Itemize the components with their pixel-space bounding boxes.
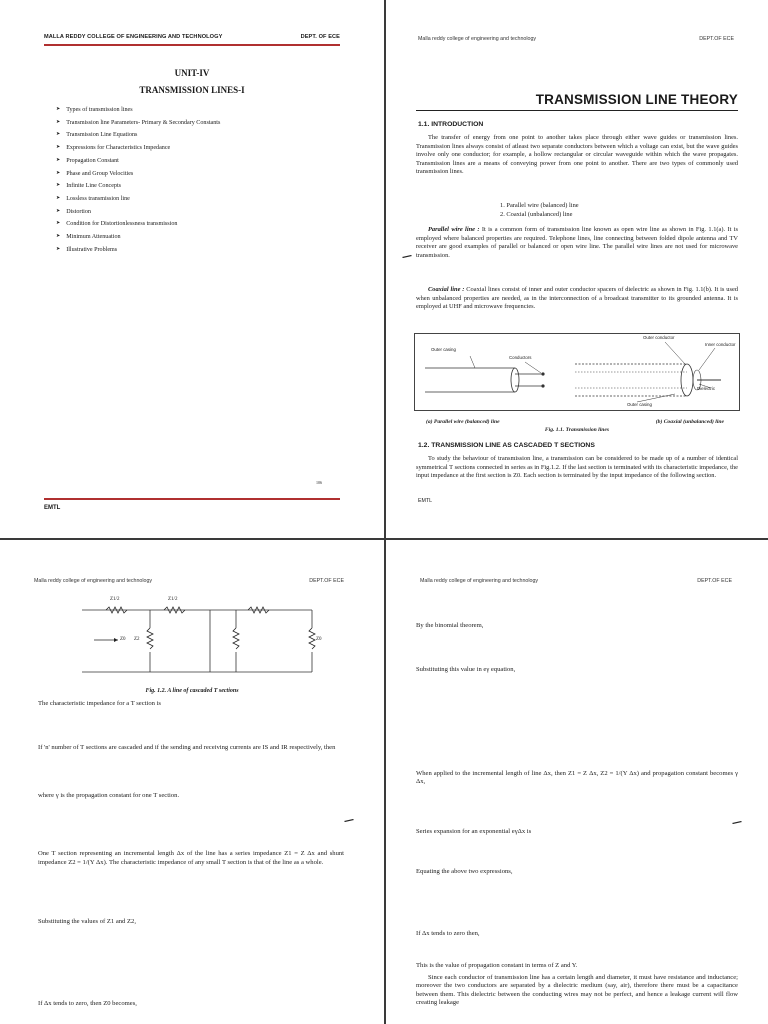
arrow-bullet-icon: ➤ [56,145,61,151]
paragraph-text: By the binomial theorem, [416,622,484,629]
topics-list [56,104,220,256]
arrow-bullet-icon: ➤ [56,234,61,240]
page-header [34,578,344,584]
paragraph-text: Series expansion for an exponential eγΔx is [416,828,532,835]
topic-text: Condition for Distortionlessness transmission [66,221,178,228]
college-name: Malla reddy college of engineering and technology [420,578,539,584]
topic-text: Transmission Line Equations [66,132,138,139]
department-name: DEPT.OF ECE [699,36,734,42]
topic-text: Expressions for Characteristics Impedance [66,145,171,152]
arrow-bullet-icon: ➤ [56,107,61,112]
header-rule [44,44,340,46]
list-item [56,117,220,130]
list-item [56,129,220,142]
paragraph-text: The characteristic impedance for a T section is [38,700,161,707]
paragraph-text: where γ is the propagation constant for one T section. [38,792,180,799]
topic-text: Phase and Group Velocities [66,170,134,177]
figure-title: Fig. 1.2. A line of cascaded T sections [145,688,239,694]
page-header [418,36,734,42]
conductors-label: Conductors [509,355,532,360]
topic-text: Distortion [66,208,91,215]
paragraph-text: One T section representing an incremental length Δx of the line has a series impedance Z1 = Z Δx and shunt impedance Z2 = 1/(Y Δx). The characteristic impedance of any small T section is that of the line as a whole. [38,850,344,866]
department-name: DEPT.OF ECE [309,578,344,584]
arrow-bullet-icon: ➤ [56,170,61,176]
topic-text: Illustrative Problems [66,246,118,253]
arrow-bullet-icon: ➤ [56,195,61,201]
pen-mark-icon [344,818,354,822]
outer-casing-label: Outer casing [627,402,652,407]
paragraph-text: Substituting this value in eγ equation, [416,666,516,673]
document-page-3 [0,540,384,1024]
arrow-bullet-icon: ➤ [56,119,61,125]
list-item [56,155,220,168]
college-name: Malla reddy college of engineering and technology [418,36,537,42]
coaxial-paragraph [416,286,738,312]
transmission-lines-figure [414,333,740,411]
arrow-bullet-icon: ➤ [56,221,61,227]
inner-conductor-label: Inner conductor [705,342,736,347]
arrow-bullet-icon: ➤ [56,132,61,138]
topic-text: Transmission line Parameters- Primary & Secondary Constants [66,119,221,126]
unit-title: TRANSMISSION LINES-I [139,85,245,95]
paragraph-text: If 'n' number of T sections are cascaded and if the sending and receiving currents are IS and IR respectively, then [38,744,336,751]
department-name: DEPT.OF ECE [697,578,732,584]
topic-text: Types of transmission lines [66,107,133,113]
document-page-2 [386,0,768,538]
cascaded-t-paragraph: To study the behaviour of transmission line, a transmission can be considered to be made up of a number of identical symmetrical T sections connected in series as in Fig.1.2. If the last section is terminated with its characteristic impedance, the input impedance at the first section is Z0. Each section is terminated by the input impedance of the following section. [416,455,738,480]
list-item [56,206,220,219]
pen-mark-icon [402,254,412,258]
footer-rule [44,498,340,500]
paragraph-text: If Δx tends to zero, then Z0 becomes, [38,1000,137,1007]
document-page-4 [386,540,768,1024]
figure-title: Fig. 1.1. Transmission lines [544,427,610,433]
outer-casing-label: Outer casing [431,347,456,352]
page-header [44,34,340,40]
paragraph-text: Since each conductor of transmission line has a certain length and diameter, it must have resistance and inductance; moreover the two conductors are separated by a dielectric medium (say, air), therefore there must be a capacitance between them. This dielectric between the conducting wires may not be perfect, and hence a leakage current will flow creating leakage [416,974,738,1007]
figure-illustration [415,334,739,410]
line-types-list [386,202,768,219]
list-item [56,231,220,244]
page-footer: EMTL [418,498,433,504]
section-heading: 1.1. INTRODUCTION [418,121,484,128]
parallel-wire-paragraph [416,226,738,260]
term-label: Parallel wire line : [428,226,480,233]
topic-text: Minimum Attenuation [66,234,121,241]
section-heading: 1.2. TRANSMISSION LINE AS CASCADED T SECTIONS [418,442,595,449]
pen-mark-icon [732,820,742,824]
circuit-diagram [72,594,322,680]
paragraph-text: This is the value of propagation constant in terms of Z and Y. [416,962,578,969]
topic-text: Lossless transmission line [66,195,130,202]
arrow-bullet-icon: ➤ [56,183,61,189]
caption-b: (b) Coaxial (unbalanced) line [655,419,724,425]
list-item [56,193,220,206]
page-header [420,578,732,584]
list-item [56,142,220,155]
page-number: 106 [316,480,322,485]
cascaded-t-circuit [72,594,322,680]
list-item [56,180,220,193]
term-label: Coaxial line : [428,286,465,293]
college-name: Malla reddy college of engineering and technology [34,578,153,584]
department-name: DEPT. OF ECE [300,34,340,40]
paragraph-text: Coaxial lines consist of inner and outer conductor spacers of dielectric as shown in Fig. 1.1(b). It is used when unbalanced properties are needed, as in the interconnection of a broadcast transmitter to its grounded antenna. It is employed at UHF and microwave frequencies. [416,286,738,311]
z1-half-label: Z1/2 [110,597,120,602]
paragraph-text: Equating the above two expressions, [416,868,513,875]
list-item [56,244,220,257]
arrow-bullet-icon: ➤ [56,208,61,214]
paragraph-text: Substituting the values of Z1 and Z2, [38,918,136,925]
z0-left-label: Z0 [120,637,126,642]
page-footer: EMTL [44,505,61,511]
title-rule [416,110,738,111]
list-item: 2. Coaxial (unbalanced) line [500,210,573,218]
arrow-bullet-icon: ➤ [56,157,61,163]
paragraph-text: If Δx tends to zero then, [416,930,480,937]
paragraph-text: When applied to the incremental length of line Δx, then Z1 = Z Δx, Z2 = 1/(Y Δx) and propagation constant becomes γ Δx, [416,770,738,786]
outer-conductor-label: Outer conductor [643,335,675,340]
dielectric-label: Dielectric [697,386,716,391]
z0-right-label: Z0 [316,637,322,642]
list-item [56,218,220,231]
arrow-bullet-icon: ➤ [56,246,61,252]
z2-label: Z2 [134,637,140,642]
list-item: 1. Parallel wire (balanced) line [500,202,579,209]
list-item [56,104,220,117]
paragraph-text: It is a common form of transmission line known as open wire line as shown in Fig. 1.1(a). It is employed where balanced properties are required. Telephone lines, line connecting between folded dipole antenna and TV receiver are good examples of parallel or balanced or open wire line. The parallel wire lines are not used for microwave transmission. [416,226,738,259]
topic-text: Infinite Line Concepts [66,183,122,190]
caption-a: (a) Parallel wire (balanced) line [426,419,500,425]
chapter-title: TRANSMISSION LINE THEORY [535,92,738,107]
topic-text: Propagation Constant [66,157,119,164]
z1-half-label: Z1/2 [168,597,178,602]
unit-heading: UNIT-IV [174,68,210,78]
intro-paragraph: The transfer of energy from one point to another takes place through either wave guides or transmission lines. Transmission lines always consist of atleast two separate conductors between which a voltage can exist, but the wave guides involve only one conductor; for example, a hollow rectangular or circular waveguide within which the wave propagates. Transmission lines are a means of conveying power from one point to another. There are two types of commonly used transmission lines. [416,134,738,176]
college-name: MALLA REDDY COLLEGE OF ENGINEERING AND TECHNOLOGY [44,34,223,40]
list-item [56,168,220,181]
document-page-1 [0,0,384,538]
